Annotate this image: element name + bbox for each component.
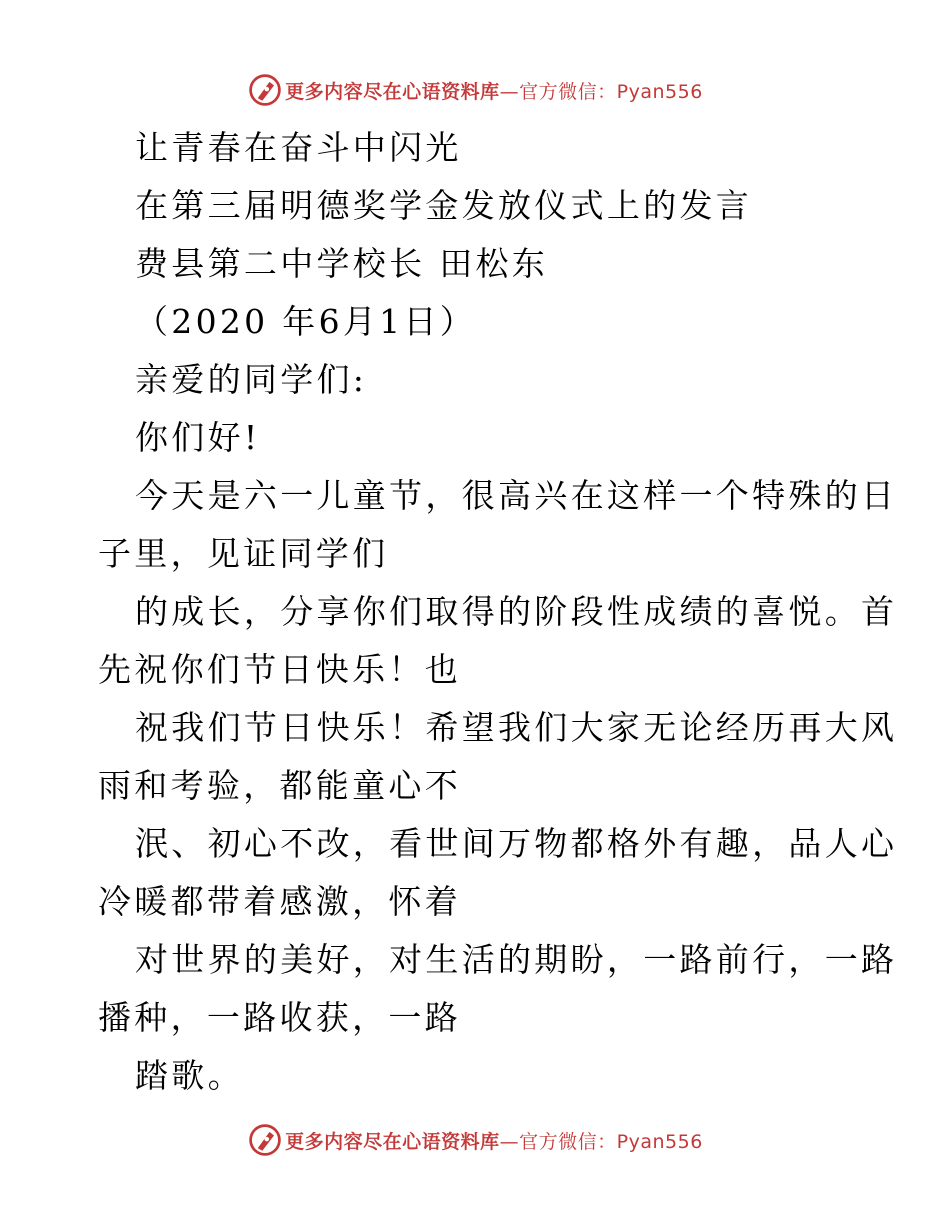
paragraph-line: 雨和考验，都能童心不: [98, 766, 461, 805]
document-hello: 你们好!: [135, 418, 261, 457]
pen-nib-logo-icon: [247, 1122, 283, 1158]
paragraph-line: 祝我们节日快乐！希望我们大家无论经历再大风: [135, 708, 898, 747]
paragraph-line: 的成长，分享你们取得的阶段性成绩的喜悦。首: [135, 592, 898, 631]
watermark-wechat-text: —官方微信：Pyan556: [499, 1130, 703, 1153]
watermark-wechat-text: —官方微信：Pyan556: [499, 80, 703, 103]
pen-nib-logo-icon: [247, 72, 283, 108]
header-watermark: [0, 70, 950, 110]
paragraph-line: 今天是六一儿童节，很高兴在这样一个特殊的日: [135, 476, 898, 515]
paragraph-line: 子里，见证同学们: [98, 534, 389, 573]
document-greeting: 亲爱的同学们:: [135, 360, 368, 399]
document-title: 让青春在奋斗中闪光: [135, 128, 462, 167]
paragraph-line: 播种，一路收获，一路: [98, 998, 461, 1037]
paragraph-line: 对世界的美好，对生活的期盼，一路前行，一路: [135, 940, 898, 979]
document-author: 费县第二中学校长 田松东: [135, 244, 549, 283]
paragraph-line: 泯、初心不改，看世间万物都格外有趣，品人心: [135, 824, 898, 863]
paragraph-line: 冷暖都带着感激，怀着: [98, 882, 461, 921]
watermark-site-text: 更多内容尽在心语资料库: [285, 1130, 500, 1153]
watermark-site-text: 更多内容尽在心语资料库: [285, 80, 500, 103]
footer-watermark: [0, 1120, 950, 1160]
document-body: [98, 124, 898, 1110]
paragraph-line: 先祝你们节日快乐！也: [98, 650, 461, 689]
paragraph-line: 踏歌。: [135, 1056, 244, 1095]
document-subtitle: 在第三届明德奖学金发放仪式上的发言: [135, 186, 753, 225]
document-date: （2020 年6月1日）: [135, 302, 477, 341]
